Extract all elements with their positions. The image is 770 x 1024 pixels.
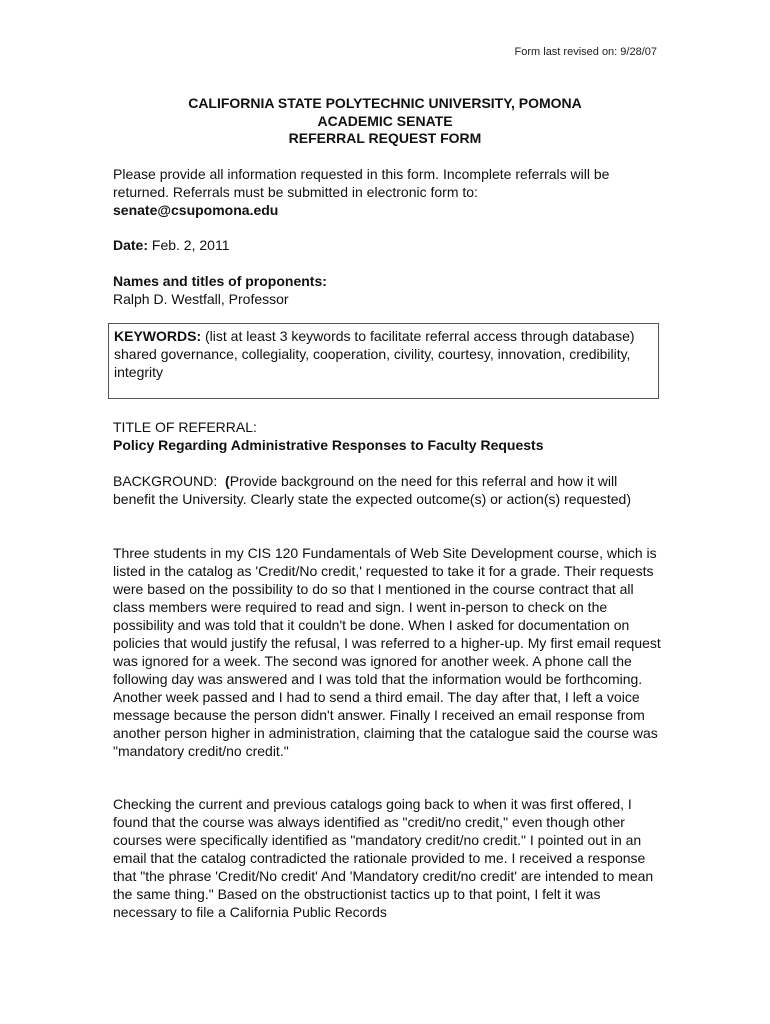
header-senate: ACADEMIC SENATE [317,112,453,129]
keywords-instructions: (list at least 3 keywords to facilitate referral access through database) [205,328,635,344]
title-label: TITLE OF REFERRAL: [113,419,257,435]
header-form-title: REFERRAL REQUEST FORM [288,130,482,146]
proponents-section [113,272,661,308]
background-instructions: Provide background on the need for this referral and how it will benefit the University. Clearly state the expected outcome(s) or action(s) requested) [113,473,631,507]
body-paragraph: Checking the current and previous catalogs going back to when it was first offered, I found that the course was always identified as "credit/no credit," even though other courses were specifically identified as "mandatory credit/no credit." I pointed out in an email that the catalog contradicted the rationale provided to me. I received a response that "the phrase 'Credit/No credit' And 'Mandatory credit/no credit' are intended to mean the same thing." Based on the obstructionist tactics up to that point, I felt it was necessary to file a California Public Records [113,796,654,920]
title-section [113,418,661,454]
intro-section [113,165,661,219]
body-paragraph: Three students in my CIS 120 Fundamentals of Web Site Development course, which is listed in the catalog as 'Credit/No credit,' requested to take it for a grade. Their requests were based on the possibility to do so that I mentioned in the course contract that all class members were required to read and sign. I went in-person to check on the possibility and was told that it couldn't be done. When I asked for documentation on policies that would justify the refusal, I was referred to a higher-up. My first email request was ignored for a week. The second was ignored for another week. A phone call the following day was answered and I was told that the information would be forthcoming. Another week passed and I had to send a third email. The day after that, I left a voice message because the person didn't answer. Finally I received an email response from another person higher in administration, claiming that the catalogue said the course was "mandatory credit/no credit." [113,545,661,759]
paragraph-2 [113,795,661,921]
revision-note: Form last revised on: 9/28/07 [514,46,657,58]
date-section [113,236,661,254]
intro-text: Please provide all information requested in this form. Incomplete referrals will be returned. Referrals must be submitted in electronic form to: [113,166,610,200]
paragraph-1 [113,544,661,760]
senate-email: senate@csupomona.edu [113,202,279,218]
proponents-label: Names and titles of proponents: [113,273,327,289]
background-label: BACKGROUND: [113,473,218,489]
date-value: Feb. 2, 2011 [151,237,230,253]
title-value: Policy Regarding Administrative Responses to Faculty Requests [113,437,544,453]
header-university: CALIFORNIA STATE POLYTECHNIC UNIVERSITY, POMONA [188,95,582,111]
document-header [0,95,770,148]
background-section [113,472,661,508]
proponents-value: Ralph D. Westfall, Professor [113,291,289,307]
date-label: Date: [113,237,149,253]
background-open-paren: ( [225,473,230,489]
keywords-label: KEYWORDS: [114,328,202,344]
keywords-value: shared governance, collegiality, cooperation, civility, courtesy, innovation, credibility, integrity [114,346,631,380]
keywords-box [108,323,659,399]
